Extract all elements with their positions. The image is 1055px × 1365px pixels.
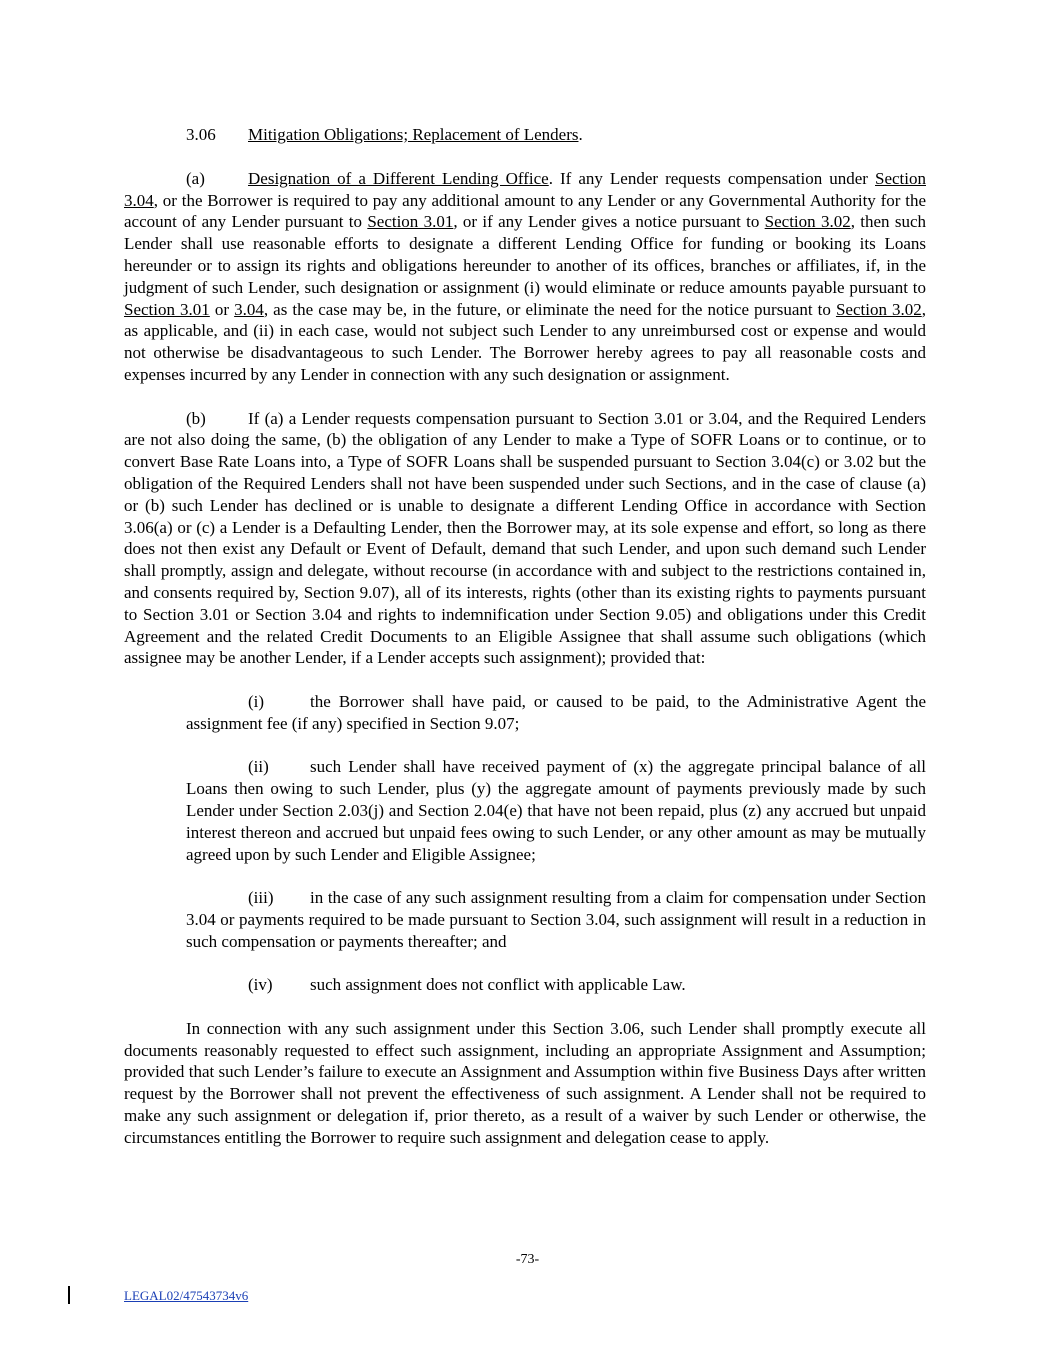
list-item-text: the Borrower shall have paid, or caused to be paid, to the Administrative Agent the assignment fee (if any) specified in Section 9.07; (186, 691, 926, 733)
paragraph-a (124, 168, 926, 386)
paragraph-a-text: , as the case may be, in the future, or eliminate the need for the notice pursuant to (263, 299, 836, 319)
document-id: LEGAL02/47543734v6 (124, 1288, 249, 1303)
paragraph-b (124, 408, 926, 670)
page-number: -73- (515, 1252, 540, 1267)
paragraph-a-text: , or the Borrower is required to pay any additional amount to any Lender or any Governmental Authority for the account of any Lender pursuant to (124, 190, 926, 232)
paragraph-b-label: (b) (186, 408, 206, 428)
section-reference: Section 3.02 (764, 212, 851, 232)
list-item (186, 691, 926, 735)
list-item-label: (ii) (248, 757, 269, 777)
section-reference: Section 3.04 (124, 168, 926, 210)
paragraph-a-label: (a) (186, 168, 205, 188)
section-reference: 3.04 (234, 299, 264, 319)
list-item-label: (iv) (248, 975, 273, 995)
paragraph-a-text: , or if any Lender gives a notice pursuant to (453, 212, 765, 232)
paragraph-b-text: If (a) a Lender requests compensation pursuant to Section 3.01 or 3.04, and the Required Lenders are not also doing the same, (b) the obligation of any Lender to make a Type of SOFR Loans or to continue, or to convert Base Rate Loans into, a Type of SOFR Loans shall be suspended pursuant to Section 3.04(c) or 3.02 but the obligation of the Required Lenders shall not have been suspended under such Sections, and in the case of clause (a) or (b) such Lender has declined or is unable to designate a different Lending Office in accordance with Section 3.06(a) or (c) a Lender is a Defaulting Lender, then the Borrower may, at its sole expense and effort, so long as there does not then exist any Default or Event of Default, demand that such Lender, and upon such demand such Lender shall promptly, assign and delegate, without recourse (in accordance with and subject to the restrictions contained in, and consents required by, Section 9.07), all of its interests, rights (other than its existing rights to payments pursuant to Section 3.01 or Section 3.04 and rights to indemnification under Section 9.05) and obligations under this Credit Agreement and the related Credit Documents to an Eligible Assignee that shall assume such obligations (which assignee may be another Lender, if a Lender accepts such assignment); provided that: (124, 408, 926, 668)
section-number: 3.06 (186, 125, 216, 144)
list-item-label: (iii) (248, 888, 274, 908)
paragraph-a-text: , as applicable, and (ii) in each case, would not subject such Lender to any unreimbursed cost or expense and would not otherwise be disadvantageous to such Lender. The Borrower hereby agrees to pay all reasonable costs and expenses incurred by any Lender in connection with any such designation or assignment. (124, 299, 927, 384)
closing-paragraph: In connection with any such assignment under this Section 3.06, such Lender shall promptly execute all documents reasonably requested to effect such assignment, including an appropriate Assignment and Assumption; provided that such Lender’s failure to execute an Assignment and Assumption within five Business Days after written request by the Borrower shall not prevent the effectiveness of such assignment. A Lender shall not be required to make any such assignment or delegation if, prior thereto, as a result of a waiver by such Lender or otherwise, the circumstances entitling the Borrower to require such assignment and delegation cease to apply. (124, 1018, 926, 1147)
list-item-text: in the case of any such assignment resulting from a claim for compensation under Section 3.04 or payments required to be made pursuant to Section 3.04, such assignment will result in a reduction in such compensation or payments thereafter; and (186, 888, 926, 951)
list-item-label: (i) (248, 691, 265, 711)
section-reference: Section 3.02 (835, 299, 922, 319)
section-reference: Section 3.01 (124, 299, 210, 319)
paragraph-a-title: Designation of a Different Lending Office (248, 168, 549, 188)
revision-bar (68, 1286, 70, 1304)
paragraph-a-text: . If any Lender requests compensation under (548, 168, 875, 188)
paragraph-a-text: , then such Lender shall use reasonable efforts to designate a different Lending Office for funding or booking its Loans hereunder or to assign its rights and obligations hereunder to another of its offices, branches or affiliates, if, in the judgment of such Lender, such designation or assignment (i) would eliminate or reduce amounts payable pursuant to (124, 212, 927, 297)
list-item (186, 756, 926, 865)
list-item-text: such Lender shall have received payment of (x) the aggregate principal balance of all Loans then owing to such Lender, plus (y) the aggregate amount of payments previously made by such Lender under Section 2.03(j) and Section 2.04(e) that have not been repaid, plus (z) any accrued but unpaid interest thereon and accrued but unpaid fees owing to such Lender, or any other amount as may be mutually agreed upon by such Lender and Eligible Assignee; (186, 757, 926, 864)
section-reference: Section 3.01 (367, 212, 454, 232)
section-title: Mitigation Obligations; Replacement of Lenders (248, 125, 579, 144)
list-item (186, 974, 926, 996)
list-item (186, 887, 926, 952)
section-heading: 3.06 Mitigation Obligations; Replacement of Lenders. (186, 125, 583, 144)
document-page (124, 124, 926, 1170)
paragraph-a-text: or (209, 299, 235, 319)
list-item-text: such assignment does not conflict with applicable Law. (310, 975, 686, 995)
